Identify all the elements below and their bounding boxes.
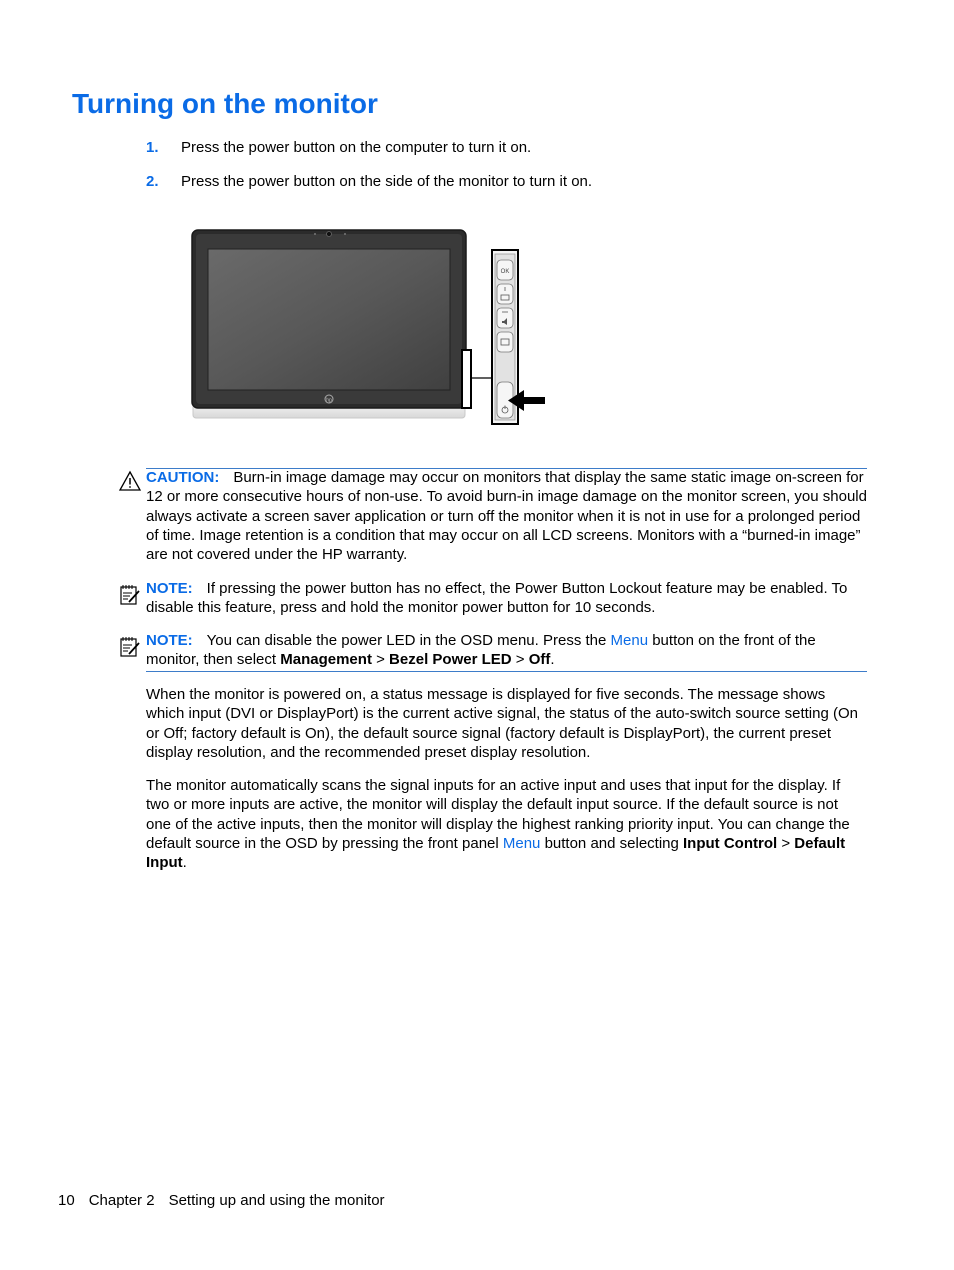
paragraph-text: The monitor automatically scans the signal inputs for an active input and uses that input for the display. If two or more inputs are active, the monitor will display the default input source. If the default source is not one of the active inputs, then the monitor will display the highest ranking priority input. You can change the default source in the OSD by pressing the front panel bbox=[146, 777, 850, 852]
svg-text:hp: hp bbox=[326, 397, 332, 404]
caution-icon bbox=[118, 470, 142, 494]
caution-label: CAUTION: bbox=[146, 469, 220, 486]
paragraph-text: . bbox=[182, 854, 187, 872]
step-number: 1. bbox=[146, 139, 159, 156]
input-button-icon bbox=[497, 284, 513, 304]
note-text: If pressing the power button has no effect, the Power Button Lockout feature may be enabled. To disable this feature, press and hold the monitor power button for 10 seconds. bbox=[146, 580, 848, 617]
ok-button-label: OK bbox=[500, 269, 510, 275]
note-2 bbox=[146, 631, 867, 670]
page-number: 10 bbox=[58, 1192, 75, 1209]
monitor-illustration bbox=[190, 226, 550, 428]
menu-path-input-control: Input Control bbox=[683, 834, 778, 852]
page-title: Turning on the monitor bbox=[72, 88, 378, 119]
menu-path-management: Management bbox=[280, 651, 372, 669]
note-label: NOTE: bbox=[146, 632, 193, 649]
chapter-title: Setting up and using the monitor bbox=[168, 1192, 385, 1209]
input-scan-paragraph bbox=[146, 776, 867, 872]
caution-text: Burn-in image damage may occur on monitors that display the same static image on-screen for 12 or more consecutive hours of non-use. To avoid burn-in image damage on the monitor screen, you should always activate a screen saver application or turn off the monitor when it is not in use for a prolonged period of time. Image retention is a condition that may occur on all LCD screens. Monitors with a “burned-in image” are not covered under the HP warranty. bbox=[146, 469, 867, 564]
note-text: button on the front of the monitor, then select bbox=[146, 632, 816, 669]
note-text: You can disable the power LED in the OSD menu. Press the bbox=[206, 632, 611, 649]
ok-button-icon bbox=[497, 260, 513, 280]
note-text: . bbox=[550, 651, 555, 669]
chapter-label: Chapter 2 bbox=[88, 1192, 155, 1209]
menu-link[interactable]: Menu bbox=[610, 632, 649, 649]
note-1 bbox=[146, 579, 867, 618]
step-text: Press the power button on the side of the monitor to turn it on. bbox=[181, 173, 593, 190]
step-number: 2. bbox=[146, 173, 159, 190]
paragraph-text: button and selecting bbox=[540, 834, 684, 852]
menu-path-separator: > bbox=[371, 651, 390, 669]
menu-path-separator: > bbox=[777, 834, 795, 852]
page-footer bbox=[58, 1192, 399, 1209]
volume-button-icon bbox=[497, 308, 513, 328]
note-icon bbox=[118, 635, 142, 659]
menu-link[interactable]: Menu bbox=[502, 834, 541, 852]
note-label: NOTE: bbox=[146, 580, 193, 597]
note-icon bbox=[118, 583, 142, 607]
status-message-paragraph: When the monitor is powered on, a status message is displayed for five seconds. The message shows which input (DVI or DisplayPort) is the current active signal, the status of the auto-switch source setting (On or Off; factory default is On), the default source signal (factory default is DisplayPort), the current preset display resolution, and the recommended preset display resolution. bbox=[146, 686, 858, 761]
menu-path-bezel-power-led: Bezel Power LED bbox=[389, 651, 512, 669]
step-text: Press the power button on the computer to turn it on. bbox=[181, 139, 532, 156]
menu-path-default-input: Default Input bbox=[146, 834, 846, 872]
notice-bottom-rule bbox=[146, 671, 867, 672]
menu-button-icon bbox=[497, 332, 513, 352]
menu-path-off: Off bbox=[528, 651, 551, 669]
menu-path-separator: > bbox=[511, 651, 529, 669]
caution-notice bbox=[146, 468, 867, 564]
